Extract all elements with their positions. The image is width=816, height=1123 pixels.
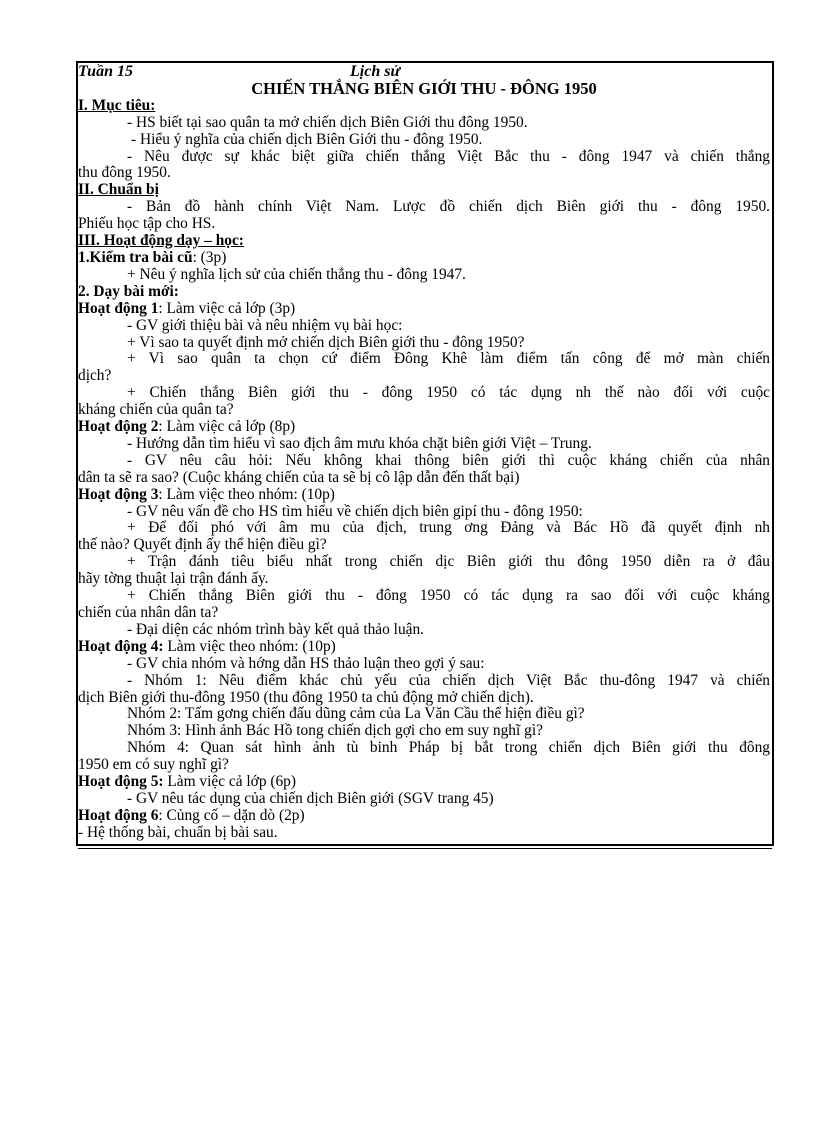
activity6-line: - Hệ thống bài, chuẩn bị bài sau. xyxy=(78,823,278,841)
activity1-line: + Vì sao ta quyết định mở chiến dịch Biên giới thu - đông 1950? xyxy=(127,333,525,351)
activity6-row xyxy=(78,808,770,825)
activity4-desc: Làm việc theo nhóm: (10p) xyxy=(163,637,336,655)
activity6-label: Hoạt động 6 xyxy=(78,806,159,824)
part1-item: + Nêu ý nghĩa lịch sử của chiến thắng thu - đông 1947. xyxy=(127,265,466,283)
subject-label: Lịch sử xyxy=(350,63,401,80)
activity1-line: + Vì sao quân ta chọn cứ điểm Đông Khê làm điểm tấn công để mở màn chiến xyxy=(127,350,770,368)
part1-time: : (3p) xyxy=(192,248,227,266)
part1-heading: 1.Kiểm tra bài cũ xyxy=(78,248,193,266)
objective-item: thu đông 1950. xyxy=(78,164,171,182)
activity3-line: - GV nêu vấn đề cho HS tìm hiểu về chiến dịch biên gipí thu - đông 1950: xyxy=(127,502,583,520)
prep-item: - Bản đồ hành chính Việt Nam. Lược đồ chiến dịch Biên giới thu - đông 1950. xyxy=(127,198,770,216)
activity1-desc: : Làm việc cả lớp (3p) xyxy=(158,299,296,317)
activity3-line: thế nào? Quyết định ấy thể hiện điều gì? xyxy=(78,536,327,554)
activity3-label: Hoạt động 3 xyxy=(78,485,159,503)
activity3-line: - Đại diện các nhóm trình bày kết quả thảo luận. xyxy=(127,620,425,638)
activity4-line: Nhóm 2: Tấm gơng chiến đấu dũng cảm của La Văn Cầu thể hiện điều gì? xyxy=(127,705,585,723)
activity3-line: chiến của nhân dân ta? xyxy=(78,604,219,621)
activity3-line: + Để đối phó với âm mu của địch, trung ơng Đảng và Bác Hồ đã quyết định nh xyxy=(127,519,770,537)
activity2-line: - Hướng dẫn tìm hiểu vì sao địch âm mưu khóa chặt biên giới Việt – Trung. xyxy=(127,434,592,452)
activity2-desc: : Làm việc cả lớp (8p) xyxy=(158,418,296,436)
section-objectives-heading: I. Mục tiêu: xyxy=(78,96,156,114)
activity1-line: - GV giới thiệu bài và nêu nhiệm vụ bài học: xyxy=(127,316,403,334)
objective-item: - Nêu được sự khác biệt giữa chiến thắng Việt Bắc thu - đông 1947 và chiến thắng xyxy=(127,147,770,165)
part2-heading: 2. Dạy bài mới: xyxy=(78,282,179,300)
section-activities-heading: III. Hoạt động dạy – học: xyxy=(78,232,244,250)
activity1-line: + Chiến thắng Biên giới thu - đông 1950 có tác dụng nh thế nào đối với cuộc xyxy=(127,384,770,402)
prep-item: Phiếu học tập cho HS. xyxy=(78,215,216,233)
objective-item: - HS biết tại sao quân ta mở chiến dịch Biên Giới thu đông 1950. xyxy=(127,113,528,131)
activity5-line: - GV nêu tác dụng của chiến dịch Biên giới (SGV trang 45) xyxy=(127,789,494,807)
activity2-label: Hoạt động 2 xyxy=(78,418,159,436)
activity4-line: dịch Biên giới thu-đông 1950 (thu đông 1950 ta chủ động mở chiến dịch). xyxy=(78,688,534,706)
activity3-line: + Trận đánh tiêu biểu nhất trong chiến dịc Biên giới thu đông 1950 diễn ra ở đâu xyxy=(127,553,770,571)
lesson-content xyxy=(78,64,770,842)
section-prep-heading: II. Chuẩn bị xyxy=(78,181,159,199)
activity1-line: kháng chiến của quân ta? xyxy=(78,401,234,419)
activity2-row xyxy=(78,419,770,436)
lesson-title: CHIẾN THẮNG BIÊN GIỚI THU - ĐÔNG 1950 xyxy=(251,78,597,98)
activity3-row xyxy=(78,487,770,504)
activity3-desc: : Làm việc theo nhóm: (10p) xyxy=(158,485,335,503)
week-label: Tuần 15 xyxy=(78,63,133,80)
activity4-line: Nhóm 3: Hình ảnh Bác Hồ tong chiến dịch gợi cho em suy nghĩ gì? xyxy=(127,722,543,740)
part1-row xyxy=(78,250,770,267)
activity1-label: Hoạt động 1 xyxy=(78,299,159,317)
activity5-row xyxy=(78,774,770,791)
objective-item: - Hiểu ý nghĩa của chiến dịch Biên Giới thu - đông 1950. xyxy=(131,130,483,148)
activity4-line: 1950 em có suy nghĩ gì? xyxy=(78,756,229,774)
activity4-line: - Nhóm 1: Nêu điểm khác chủ yếu của chiến dịch Việt Bắc thu-đông 1947 và chiến xyxy=(127,671,770,689)
activity4-row xyxy=(78,639,770,656)
activity6-desc: : Củng cố – dặn dò (2p) xyxy=(158,806,305,824)
activity1-row xyxy=(78,301,770,318)
activity5-desc: Làm việc cả lớp (6p) xyxy=(163,773,297,791)
activity4-line: Nhóm 4: Quan sát hình ảnh tù binh Pháp bị bắt trong chiến dịch Biên giới thu đông xyxy=(127,739,770,757)
activity2-line: dân ta sẽ ra sao? (Cuộc kháng chiến của ta sẽ bị cô lập dẫn đến thất bại) xyxy=(78,468,520,486)
activity5-label: Hoạt động 5: xyxy=(78,773,164,791)
activity3-line: + Chiến thắng Biên giới thu - đông 1950 có tác dụng ra sao đối với cuộc kháng xyxy=(127,587,770,605)
activity1-line: dịch? xyxy=(78,367,112,385)
activity3-line: hãy tờng thuật lại trận đánh ấy. xyxy=(78,570,269,588)
activity2-line: - GV nêu câu hỏi: Nếu không khai thông biên giới thì cuộc kháng chiến của nhân xyxy=(127,451,770,469)
activity4-line: - GV chia nhóm và hớng dẫn HS thảo luận theo gợi ý sau: xyxy=(127,654,485,672)
activity4-label: Hoạt động 4: xyxy=(78,637,164,655)
